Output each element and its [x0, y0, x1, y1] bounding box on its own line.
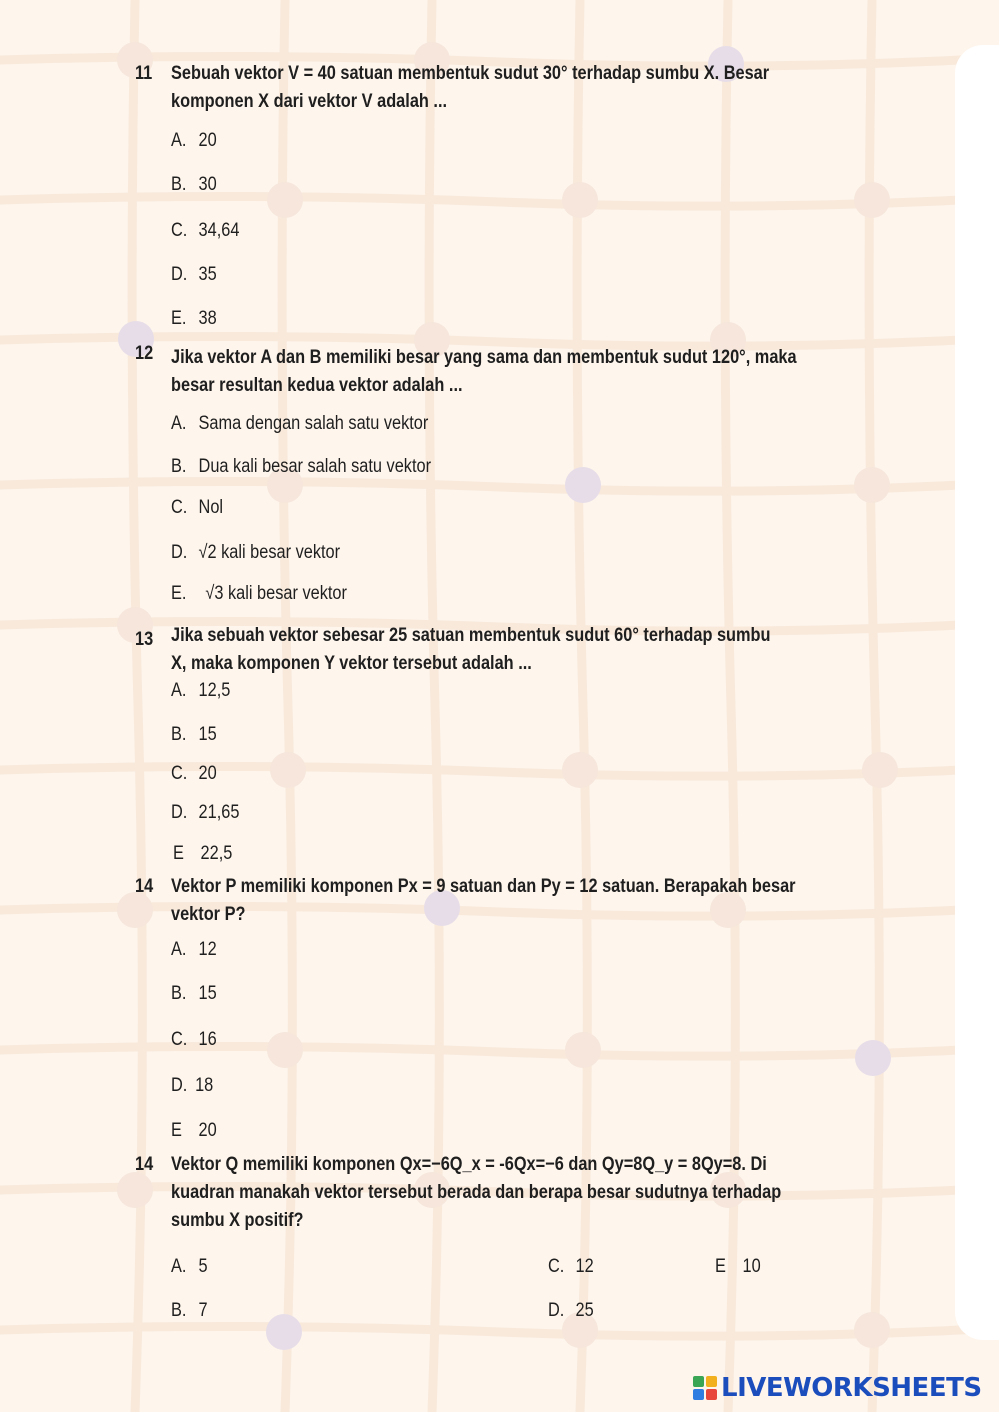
- question-number: 13: [135, 629, 154, 650]
- option-letter: D.: [171, 1075, 188, 1096]
- option-d[interactable]: [548, 1297, 594, 1325]
- option-letter: B.: [171, 456, 187, 477]
- option-text: 15: [198, 724, 217, 745]
- option-text: √3 kali besar vektor: [205, 583, 347, 604]
- option-text: 20: [198, 763, 217, 784]
- option-letter: A.: [171, 413, 187, 434]
- option-text: 38: [198, 308, 217, 329]
- question-text: besar resultan kedua vektor adalah ...: [171, 375, 463, 396]
- option-letter: D.: [171, 542, 188, 563]
- option-letter: B.: [171, 983, 187, 1004]
- option-text: 35: [198, 264, 217, 285]
- option-e[interactable]: [171, 1117, 217, 1145]
- option-letter: D.: [548, 1300, 565, 1321]
- option-text: 7: [198, 1300, 208, 1321]
- option-letter: D.: [171, 264, 188, 285]
- option-c[interactable]: [548, 1253, 594, 1281]
- brand-name: LIVEWORKSHEETS: [721, 1373, 982, 1403]
- option-d[interactable]: [171, 1072, 213, 1100]
- option-text: 20: [198, 130, 217, 151]
- question-number: 12: [135, 343, 154, 364]
- question-text: Jika vektor A dan B memiliki besar yang sama dan membentuk sudut 120°, maka: [171, 347, 797, 368]
- option-d[interactable]: [171, 799, 239, 827]
- option-text: Dua kali besar salah satu vektor: [198, 456, 432, 477]
- option-letter: E: [173, 843, 184, 864]
- option-b[interactable]: [171, 1297, 208, 1325]
- option-e[interactable]: [715, 1253, 761, 1281]
- option-letter: A.: [171, 1256, 187, 1277]
- option-e[interactable]: [171, 305, 217, 333]
- option-text: Sama dengan salah satu vektor: [198, 413, 429, 434]
- option-text: 12: [575, 1256, 594, 1277]
- question-text: vektor P?: [171, 904, 246, 925]
- question-number: 14: [135, 876, 154, 897]
- option-b[interactable]: [171, 171, 217, 199]
- option-letter: A.: [171, 130, 187, 151]
- option-text: 15: [198, 983, 217, 1004]
- option-text: 12: [198, 939, 217, 960]
- option-c[interactable]: [171, 1026, 217, 1054]
- option-text: 18: [195, 1075, 214, 1096]
- option-letter: E: [715, 1256, 726, 1277]
- option-text: 10: [742, 1256, 761, 1277]
- option-e[interactable]: [171, 580, 347, 608]
- question-text: Vektor Q memiliki komponen Qx=−6Q_x = -6Qx=−6 dan Qy=8Q_y = 8Qy=8. Di: [171, 1154, 767, 1175]
- option-letter: E.: [171, 583, 187, 604]
- option-letter: B.: [171, 724, 187, 745]
- question-number: 14: [135, 1154, 154, 1175]
- option-letter: C.: [171, 220, 188, 241]
- side-panel: [955, 45, 999, 1340]
- question-number: 11: [135, 63, 153, 84]
- option-a[interactable]: [171, 936, 217, 964]
- option-b[interactable]: [171, 980, 217, 1008]
- liveworksheets-brand: [692, 1370, 982, 1406]
- option-letter: C.: [548, 1256, 565, 1277]
- option-letter: B.: [171, 174, 187, 195]
- question-text: kuadran manakah vektor tersebut berada dan berapa besar sudutnya terhadap: [171, 1182, 782, 1203]
- option-letter: C.: [171, 497, 188, 518]
- option-c[interactable]: [171, 760, 217, 788]
- option-text: 12,5: [198, 680, 231, 701]
- option-letter: B.: [171, 1300, 187, 1321]
- option-a[interactable]: [171, 127, 217, 155]
- option-text: 22,5: [200, 843, 233, 864]
- option-e[interactable]: [173, 840, 232, 868]
- option-text: 5: [198, 1256, 208, 1277]
- question-text: X, maka komponen Y vektor tersebut adalah ...: [171, 653, 532, 674]
- option-d[interactable]: [171, 261, 217, 289]
- option-text: 30: [198, 174, 217, 195]
- option-letter: A.: [171, 680, 187, 701]
- option-b[interactable]: [171, 721, 217, 749]
- option-text: 34,64: [198, 220, 240, 241]
- option-b[interactable]: [171, 453, 431, 481]
- question-text: Sebuah vektor V = 40 satuan membentuk sudut 30° terhadap sumbu X. Besar: [171, 63, 770, 84]
- option-text: Nol: [198, 497, 224, 518]
- liveworksheets-logo-icon: [692, 1375, 718, 1401]
- option-text: 21,65: [198, 802, 240, 823]
- option-c[interactable]: [171, 217, 239, 245]
- option-text: 20: [198, 1120, 217, 1141]
- option-a[interactable]: [171, 1253, 208, 1281]
- option-a[interactable]: [171, 410, 428, 438]
- option-letter: D.: [171, 802, 188, 823]
- option-text: 16: [198, 1029, 217, 1050]
- option-text: √2 kali besar vektor: [198, 542, 341, 563]
- option-letter: A.: [171, 939, 187, 960]
- question-text: sumbu X positif?: [171, 1210, 304, 1231]
- question-text: Jika sebuah vektor sebesar 25 satuan membentuk sudut 60° terhadap sumbu: [171, 625, 771, 646]
- option-a[interactable]: [171, 677, 230, 705]
- option-letter: C.: [171, 1029, 188, 1050]
- option-d[interactable]: [171, 539, 340, 567]
- option-letter: E.: [171, 308, 187, 329]
- option-letter: C.: [171, 763, 188, 784]
- option-c[interactable]: [171, 494, 223, 522]
- question-text: Vektor P memiliki komponen Px = 9 satuan dan Py = 12 satuan. Berapakah besar: [171, 876, 796, 897]
- option-letter: E: [171, 1120, 182, 1141]
- question-text: komponen X dari vektor V adalah ...: [171, 91, 448, 112]
- option-text: 25: [575, 1300, 594, 1321]
